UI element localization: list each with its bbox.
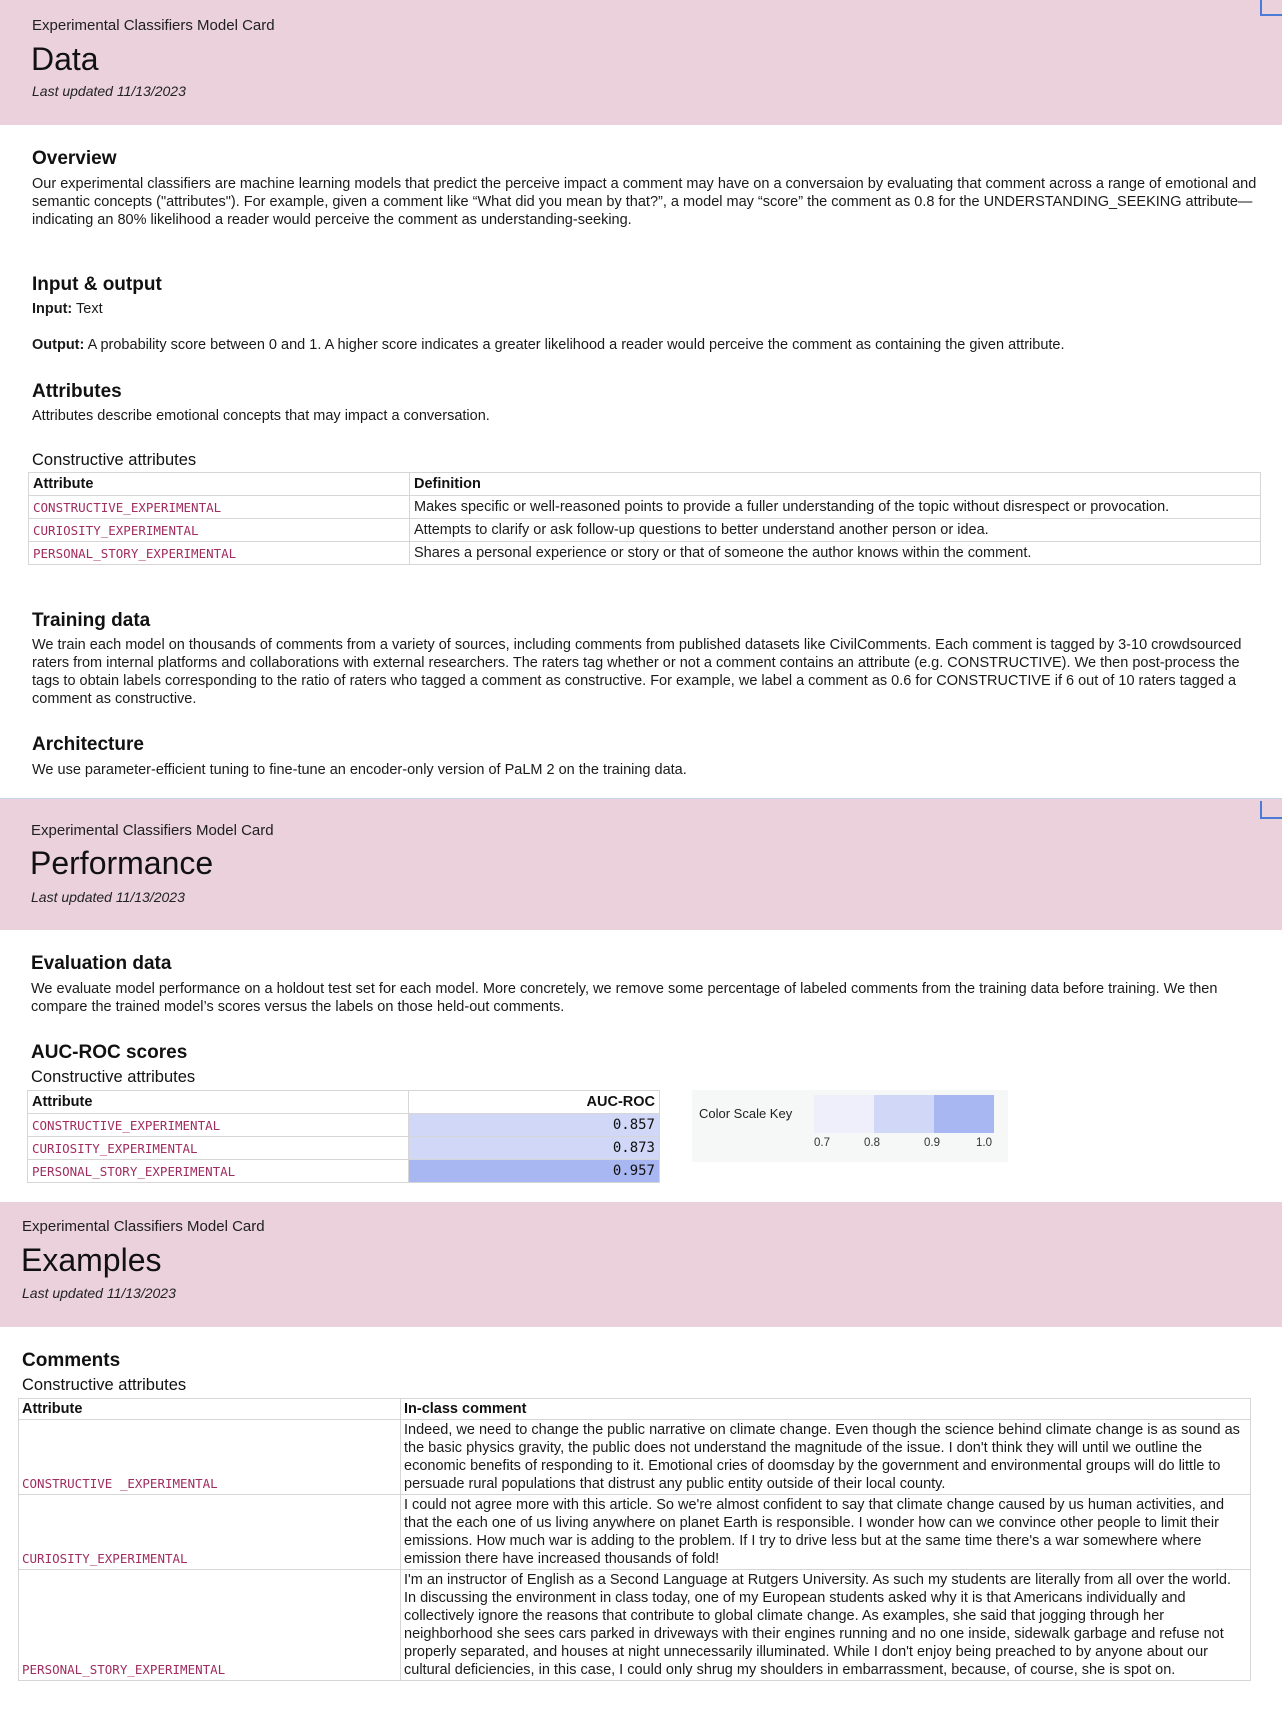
output-value: A probability score between 0 and 1. A higher score indicates a greater likelihood a reader would perceive the comment as containing the given attribute. bbox=[87, 337, 1065, 353]
header-kicker: Experimental Classifiers Model Card bbox=[32, 17, 275, 34]
output-label: Output: bbox=[32, 337, 85, 353]
auc-score: 0.873 bbox=[409, 1137, 660, 1160]
attribute-definition: Shares a personal experience or story or that of someone the author knows within the comment. bbox=[410, 542, 1261, 565]
col-definition: Definition bbox=[410, 473, 1261, 496]
input-value: Text bbox=[76, 301, 103, 317]
attributes-text: Attributes describe emotional concepts that may impact a conversation. bbox=[32, 408, 490, 424]
attribute-name: CURIOSITY_EXPERIMENTAL bbox=[19, 1495, 401, 1570]
table-row bbox=[19, 1495, 1251, 1570]
overview-text: Our experimental classifiers are machine learning models that predict the perceive impact a comment may have on a conversaion by evaluating that comment across a range of emotional and semantic concepts ("attributes"). For example, given a comment like “What did you mean by that?”, a model may “score” the comment as 0.8 for the UNDERSTANDING_SEEKING attribute—indicating an 80% likelihood a reader would perceive the comment as understanding-seeking. bbox=[32, 176, 1257, 228]
table-row bbox=[19, 1420, 1251, 1495]
table-row bbox=[28, 1137, 660, 1160]
attribute-name: CONSTRUCTIVE_EXPERIMENTAL bbox=[28, 1114, 409, 1137]
comments-heading: Comments bbox=[22, 1350, 121, 1371]
table-row bbox=[28, 1160, 660, 1183]
comment-text: Indeed, we need to change the public narrative on climate change. Even though the science behind climate change is as sound as the basic physics gravity, the public does not understand the magnitude of the issue. I don't think they will until we outline the economic benefits of responding to it. Emotional cries of doomsday by the government and environmental groups will do little to persuade rural populations that distrust any public entity outside of their local county. bbox=[401, 1420, 1251, 1495]
training-text: We train each model on thousands of comments from a variety of sources, including comments from published datasets like CivilComments. Each comment is tagged by 3-10 crowdsourced raters from internal platforms and collaborations with external researchers. The raters tag whether or not a comment contains an attribute (e.g. CONSTRUCTIVE). We then post-process the tags to obtain labels corresponding to the ratio of raters who tagged a comment as constructive. For example, we label a comment as 0.6 for CONSTRUCTIVE if 6 out of 10 raters tagged a comment as constructive. bbox=[32, 637, 1242, 707]
io-heading: Input & output bbox=[32, 274, 162, 295]
scale-tick: 0.8 bbox=[864, 1137, 880, 1149]
table-header-row bbox=[28, 1091, 660, 1114]
data-header bbox=[0, 0, 1282, 125]
output-line bbox=[32, 336, 1257, 354]
table-row bbox=[28, 1114, 660, 1137]
attribute-definition: Makes specific or well-reasoned points to provide a fuller understanding of the topic without disrespect or provocation. bbox=[410, 496, 1261, 519]
attributes-subheading: Constructive attributes bbox=[32, 451, 197, 469]
header-kicker: Experimental Classifiers Model Card bbox=[22, 1218, 265, 1235]
attribute-name: CURIOSITY_EXPERIMENTAL bbox=[29, 519, 410, 542]
page-title: Data bbox=[31, 41, 99, 77]
auc-score: 0.857 bbox=[409, 1114, 660, 1137]
attribute-definition: Attempts to clarify or ask follow-up questions to better understand another person or idea. bbox=[410, 519, 1261, 542]
last-updated: Last updated 11/13/2023 bbox=[22, 1285, 176, 1301]
attribute-name: PERSONAL_STORY_EXPERIMENTAL bbox=[28, 1160, 409, 1183]
col-in-class-comment: In-class comment bbox=[401, 1399, 1251, 1420]
table-row bbox=[19, 1570, 1251, 1681]
comments-subheading: Constructive attributes bbox=[22, 1376, 187, 1394]
scale-swatch bbox=[934, 1095, 994, 1133]
attribute-name: CURIOSITY_EXPERIMENTAL bbox=[28, 1137, 409, 1160]
training-heading: Training data bbox=[32, 610, 151, 631]
evaluation-text: We evaluate model performance on a holdout test set for each model. More concretely, we remove some percentage of labeled comments from the training data before training. We then compare the trained model’s scores versus the labels on those held-out comments. bbox=[31, 981, 1218, 1015]
auc-score: 0.957 bbox=[409, 1160, 660, 1183]
comments-table bbox=[18, 1398, 1251, 1681]
table-row bbox=[29, 519, 1261, 542]
table-header-row bbox=[19, 1399, 1251, 1420]
color-scale-label: Color Scale Key bbox=[699, 1106, 793, 1121]
table-row bbox=[29, 542, 1261, 565]
auc-heading: AUC-ROC scores bbox=[31, 1042, 188, 1063]
overview-heading: Overview bbox=[32, 148, 117, 169]
scale-swatch bbox=[814, 1095, 874, 1133]
selection-handle[interactable] bbox=[1260, 801, 1282, 819]
header-kicker: Experimental Classifiers Model Card bbox=[31, 822, 274, 839]
auc-table bbox=[27, 1090, 660, 1183]
attributes-table bbox=[28, 472, 1261, 565]
scale-tick: 0.9 bbox=[924, 1137, 940, 1149]
evaluation-heading: Evaluation data bbox=[31, 953, 172, 974]
scale-swatch bbox=[874, 1095, 934, 1133]
performance-header bbox=[0, 799, 1282, 930]
table-header-row bbox=[29, 473, 1261, 496]
attribute-name: CONSTRUCTIVE_EXPERIMENTAL bbox=[29, 496, 410, 519]
col-attribute: Attribute bbox=[19, 1399, 401, 1420]
auc-subheading: Constructive attributes bbox=[31, 1068, 196, 1086]
table-row bbox=[29, 496, 1261, 519]
selection-handle[interactable] bbox=[1260, 0, 1282, 16]
last-updated: Last updated 11/13/2023 bbox=[31, 889, 185, 905]
col-attribute: Attribute bbox=[29, 473, 410, 496]
last-updated: Last updated 11/13/2023 bbox=[32, 83, 186, 99]
input-label: Input: bbox=[32, 301, 73, 317]
architecture-text: We use parameter-efficient tuning to fine-tune an encoder-only version of PaLM 2 on the training data. bbox=[32, 762, 687, 778]
col-auc-roc: AUC-ROC bbox=[409, 1091, 660, 1114]
architecture-heading: Architecture bbox=[32, 734, 144, 755]
attribute-name: PERSONAL_STORY_EXPERIMENTAL bbox=[29, 542, 410, 565]
page-title: Performance bbox=[30, 845, 214, 881]
attribute-name: CONSTRUCTIVE _EXPERIMENTAL bbox=[19, 1420, 401, 1495]
attribute-name: PERSONAL_STORY_EXPERIMENTAL bbox=[19, 1570, 401, 1681]
color-scale-key bbox=[692, 1090, 1008, 1162]
examples-header bbox=[0, 1202, 1282, 1327]
scale-tick: 0.7 bbox=[814, 1137, 830, 1149]
page-title: Examples bbox=[21, 1242, 162, 1278]
col-attribute: Attribute bbox=[28, 1091, 409, 1114]
input-line bbox=[32, 300, 1257, 318]
scale-tick: 1.0 bbox=[976, 1137, 992, 1149]
comment-text: I could not agree more with this article. So we're almost confident to say that climate change caused by us human activities, and that the each one of us living anywhere on planet Earth is responsible. I wonder how can we convince other people to limit their emissions. How much war is adding to the problem. If I try to drive less but at the same time there's a war somewhere where emission there have increased thousands of fold! bbox=[401, 1495, 1251, 1570]
attributes-heading: Attributes bbox=[32, 381, 122, 402]
comment-text: I'm an instructor of English as a Second Language at Rutgers University. As such my students are literally from all over the world. In discussing the environment in class today, one of my European students asked why it is that Americans individually and collectively ignore the reasons that contribute to global climate change. As examples, she said that jogging through her neighborhood she sees cars parked in driveways with their engines running and no one inside, sidewalk garbage and refuse not properly separated, and houses at night unnecessarily illuminated. While I don't enjoy being preached to by anyone about our cultural deficiencies, in this case, I could only shrug my shoulders in embarrassment, because, of course, she is spot on. bbox=[401, 1570, 1251, 1681]
